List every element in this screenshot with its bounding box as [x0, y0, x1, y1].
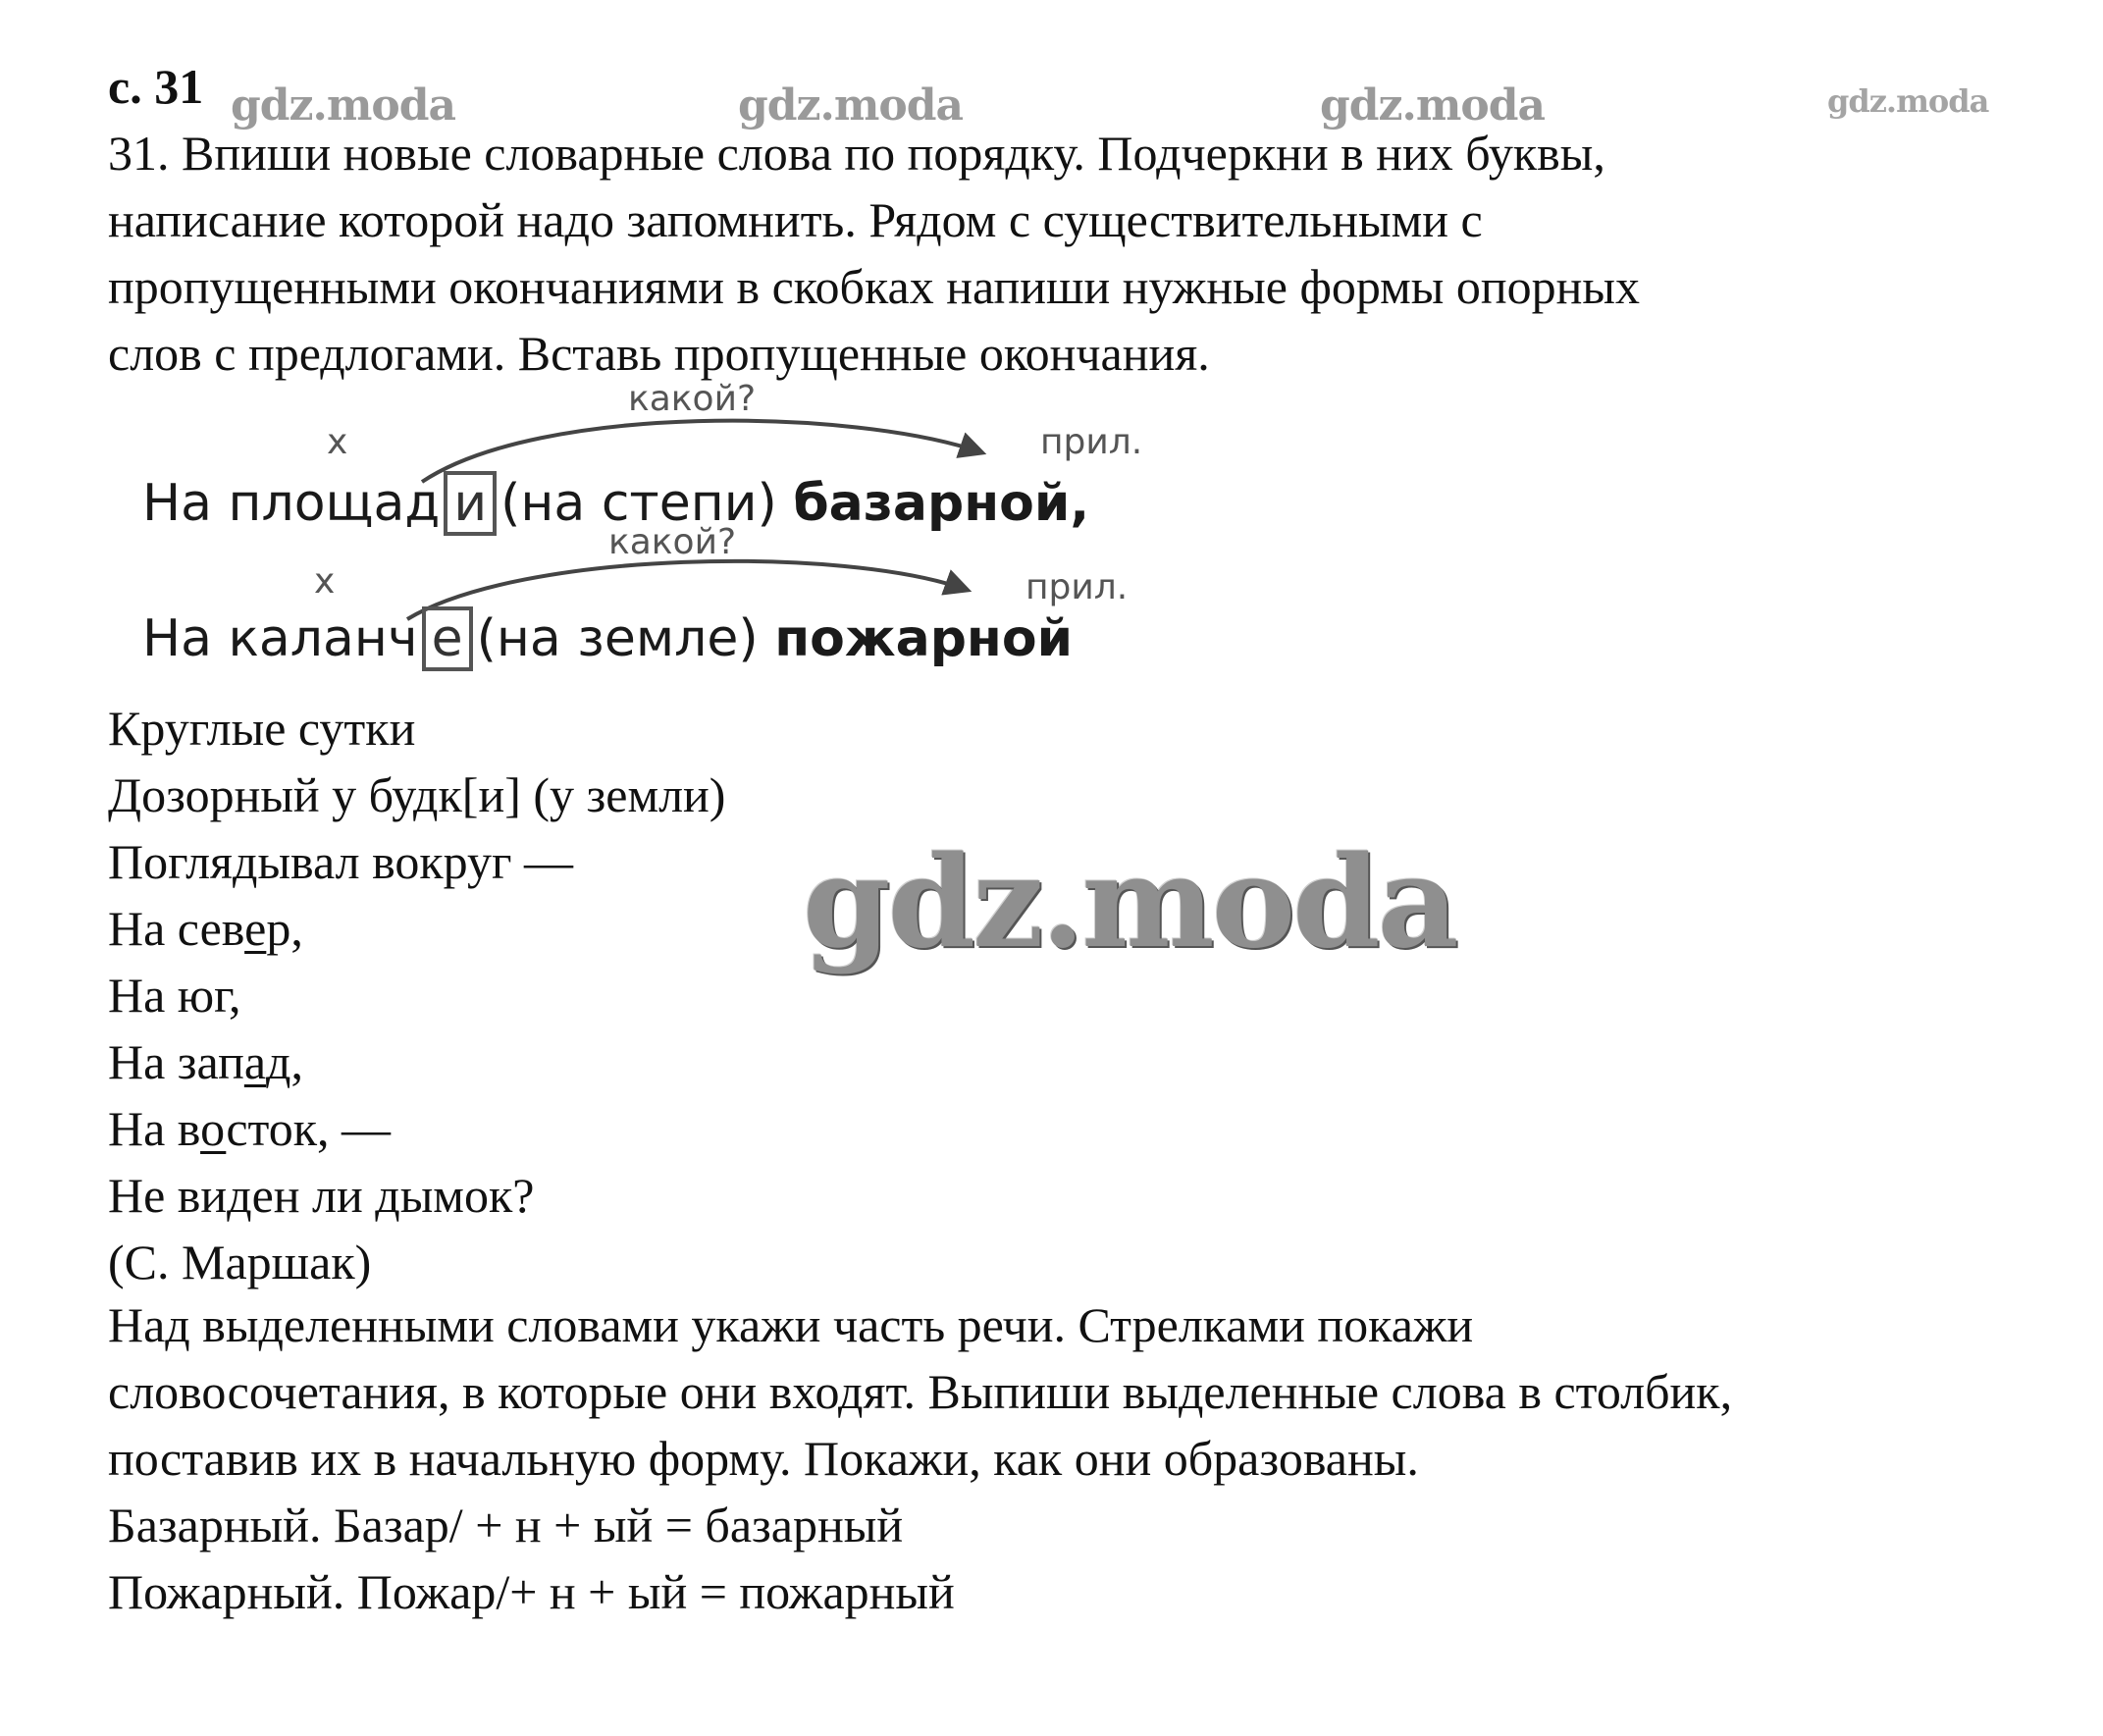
underlined-letter: о — [200, 1101, 227, 1156]
poem-line: На восток, — — [108, 1101, 392, 1156]
task-line: написание которой надо запомнить. Рядом с существительными с — [108, 192, 1483, 247]
poem-line: Поглядывал вокруг — — [108, 834, 573, 889]
watermark: gdz.moda — [738, 80, 964, 131]
pos-label: прил. — [1040, 422, 1143, 462]
underlined-letter: е — [244, 901, 267, 956]
pos-label: прил. — [1025, 567, 1129, 607]
task-line: пропущенными окончаниями в скобках напиши нужные формы опорных — [108, 259, 1640, 314]
poem-line: На юг, — [108, 968, 241, 1023]
task-line: слов с предлогами. Вставь пропущенные окончания. — [108, 326, 1210, 381]
watermark: gdz.moda — [231, 80, 456, 131]
poem-line: Дозорный у будк[и] (у земли) — [108, 767, 726, 822]
poem-line: На север, — [108, 901, 303, 956]
x-mark: х — [314, 561, 336, 602]
example-line-2: На каланч е (на земле) пожарной — [142, 606, 1073, 671]
underlined-letter: а — [243, 1034, 267, 1089]
poem-line: Круглые сутки — [108, 701, 416, 756]
x-mark: х — [327, 422, 348, 462]
task-line: Над выделенными словами укажи часть речи. Стрелками покажи — [108, 1297, 1474, 1352]
task-text — [108, 120, 2031, 387]
poem-line: Не виден ли дымок? — [108, 1168, 535, 1223]
poem-line: На запад, — [108, 1034, 303, 1089]
bottom-text — [108, 1291, 2061, 1625]
example-line-1: На площад и (на степи) базарной, — [142, 471, 1089, 536]
poem — [108, 695, 725, 1295]
watermark-large: gdz.moda — [803, 829, 1456, 976]
ending-box: и — [444, 471, 497, 536]
answer-line: Пожарный. Пожар/+ н + ый = пожарный — [108, 1564, 955, 1619]
highlighted-word: базарной, — [793, 474, 1090, 533]
highlighted-word: пожарной — [774, 609, 1074, 668]
ending-box: е — [422, 606, 473, 671]
task-line: словосочетания, в которые они входят. Выпиши выделенные слова в столбик, — [108, 1364, 1733, 1419]
answer-line: Базарный. Базар/ + н + ый = базарный — [108, 1498, 904, 1552]
watermark: gdz.moda — [1320, 80, 1546, 131]
watermark: gdz.moda — [1827, 82, 1989, 120]
poem-author: (С. Маршак) — [108, 1235, 372, 1289]
page-number: с. 31 — [108, 59, 204, 114]
example-image — [128, 379, 1207, 673]
question-label: какой? — [608, 522, 737, 562]
task-line: 31. Впиши новые словарные слова по порядку. Подчеркни в них буквы, — [108, 126, 1605, 181]
task-line: поставив их в начальную форму. Покажи, как они образованы. — [108, 1431, 1419, 1486]
question-label: какой? — [628, 379, 757, 419]
